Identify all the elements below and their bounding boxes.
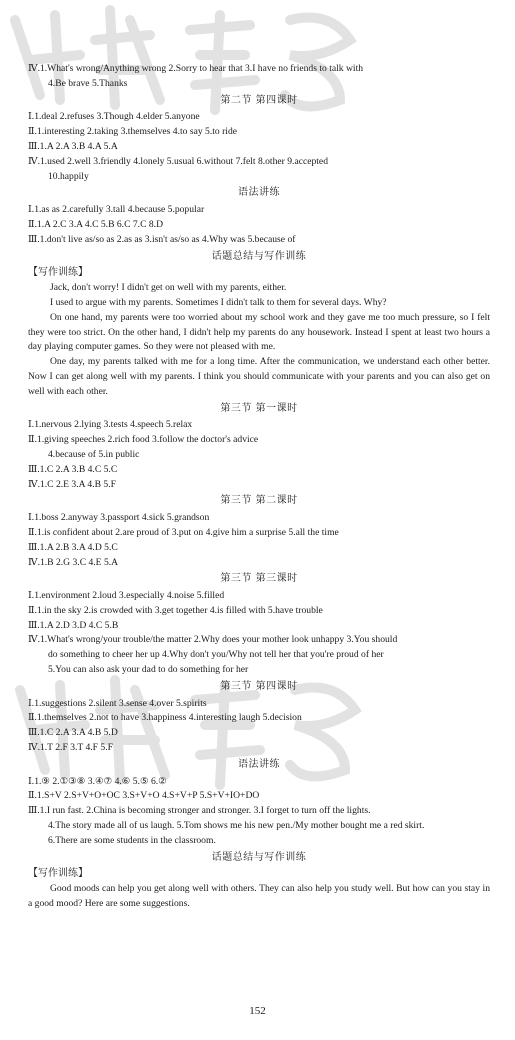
answer-line: 10.happily [48,170,89,182]
answer-line: Ⅳ.1.C 2.E 3.A 4.B 5.F [28,478,116,490]
answer-line: 4.because of 5.in public [48,448,140,460]
answer-line: Ⅰ.1.nervous 2.lying 3.tests 4.speech 5.relax [28,419,193,431]
section-heading: 语法讲练 [238,758,280,770]
answer-line: 6.There are some students in the classroom. [48,834,216,846]
essay-paragraph: One day, my parents talked with me for a long time. After the communication, we understand each other better. Now I can get along well with my parents. I think you should communicate with your parents and you can also get on well with each other. [28,356,490,397]
answer-line: 【写作训练】 [28,868,88,880]
answer-line: Ⅲ.1.I run fast. 2.China is becoming stronger and stronger. 3.I forget to turn off the lights. [28,805,371,817]
answer-line: Ⅱ.1.interesting 2.taking 3.themselves 4.to say 5.to ride [28,126,238,138]
page-number: 152 [249,1005,266,1017]
answer-line: Ⅳ.1.What's wrong/Anything wrong 2.Sorry to hear that 3.I have no friends to talk with [28,63,364,74]
section-heading: 话题总结与写作训练 [211,250,307,262]
answer-line: Ⅰ.1.boss 2.anyway 3.passport 4.sick 5.grandson [28,512,210,524]
answer-line: Ⅱ.1.is confident about 2.are proud of 3.put on 4.give him a surprise 5.all the time [28,526,339,538]
section-heading: 第三节 第一课时 [220,402,298,414]
section-heading: 第二节 第四课时 [220,94,298,106]
answer-line: 4.The story made all of us laugh. 5.Tom shows me his new pen./My mother bought me a red skirt. [48,820,425,832]
essay-paragraph: I used to argue with my parents. Sometimes I didn't talk to them for several days. Why? [50,296,387,308]
answer-line: Ⅲ.1.A 2.B 3.A 4.D 5.C [28,541,118,553]
answer-line: Ⅲ.1.C 2.A 3.B 4.C 5.C [28,463,118,475]
essay-paragraph: Jack, don't worry! I didn't get on well with my parents, either. [50,282,287,294]
answer-line: Ⅳ.1.What's wrong/your trouble/the matter 2.Why does your mother look unhappy 3.You should [28,634,398,646]
answer-line: do something to cheer her up 4.Why don't you/Why not tell her that you're proud of her [48,649,384,661]
answer-line: Ⅰ.1.suggestions 2.silent 3.sense 4.over 5.spirits [28,697,207,709]
answer-line: 【写作训练】 [28,267,88,279]
answer-content [28,62,490,912]
answer-line: Ⅳ.1.used 2.well 3.friendly 4.lonely 5.usual 6.without 7.felt 8.other 9.accepted [28,155,328,167]
answer-line: Ⅱ.1.themselves 2.not to have 3.happiness 4.interesting laugh 5.decision [28,712,302,724]
answer-line: Ⅳ.1.T 2.F 3.T 4.F 5.F [28,742,113,754]
answer-line: Ⅲ.1.A 2.D 3.D 4.C 5.B [28,619,119,631]
answer-line: Ⅱ.1.A 2.C 3.A 4.C 5.B 6.C 7.C 8.D [28,218,163,230]
answer-line: Ⅰ.1.⑨ 2.①③⑧ 3.④⑦ 4.⑥ 5.⑤ 6.② [28,775,167,787]
answer-line: 4.Be brave 5.Thanks [48,77,128,89]
answer-line: Ⅳ.1.B 2.G 3.C 4.E 5.A [28,556,119,568]
answer-line: Ⅰ.1.as as 2.carefully 3.tall 4.because 5.popular [28,204,205,216]
answer-line: Ⅰ.1.deal 2.refuses 3.Though 4.elder 5.anyone [28,111,200,123]
section-heading: 语法讲练 [238,187,280,199]
answer-line: 5.You can also ask your dad to do something for her [48,664,249,676]
section-heading: 第三节 第三课时 [220,573,298,585]
answer-line: Ⅱ.1.giving speeches 2.rich food 3.follow the doctor's advice [28,434,259,446]
answer-line: Ⅱ.1.in the sky 2.is crowded with 3.get together 4.is filled with 5.have trouble [28,604,323,616]
answer-line: Ⅰ.1.environment 2.loud 3.especially 4.noise 5.filled [28,590,225,602]
answer-line: Ⅱ.1.S+V 2.S+V+O+OC 3.S+V+O 4.S+V+P 5.S+V+IO+DO [28,790,260,802]
section-heading: 第三节 第四课时 [220,680,298,692]
answer-line: Ⅲ.1.don't live as/so as 2.as as 3.isn't as/so as 4.Why was 5.because of [28,233,296,245]
answer-line: Ⅲ.1.A 2.A 3.B 4.A 5.A [28,140,118,152]
section-heading: 话题总结与写作训练 [211,851,307,863]
essay-paragraph: Good moods can help you get along well with others. They can also help you study well. But how can you stay in a good mood? Here are some suggestions. [28,883,490,910]
essay-paragraph: On one hand, my parents were too worried about my school work and they gave me too much pressure, so I felt they were too strict. On the other hand, I didn't help my parents do any housework. Instead I spent at least two hours a day playing computer games. So they were not pleased with me. [28,311,490,353]
section-heading: 第三节 第二课时 [220,495,298,507]
answer-line: Ⅲ.1.C 2.A 3.A 4.B 5.D [28,727,118,739]
